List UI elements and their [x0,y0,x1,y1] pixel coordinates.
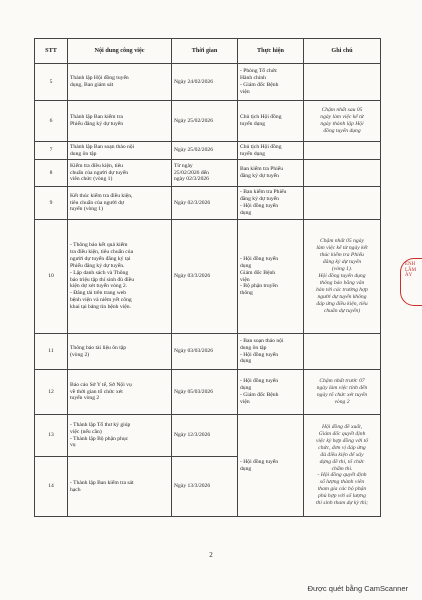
cell-line: - Thông báo kết quả kiểm [70,241,128,248]
row-content [68,187,172,220]
header-content: Nội dung công việc [68,39,172,64]
cell-line: Thành lập Ban kiểm tra [70,114,123,121]
cell-line: Kết thúc kiểm tra điều kiện, [70,192,133,199]
table-header-row [35,39,381,64]
cell-line: Chậm nhất sau 05 [321,107,363,114]
header-executor: Thực hiện [238,39,304,64]
cell-line: đồng tuyển dụng [323,127,361,134]
cell-line: bản tới các trường hợp [316,286,368,293]
cell-line: - Thành lập Ban kiểm tra sát [70,479,134,486]
cell-line: Giám đốc quyết định [318,430,366,437]
row-stt: 11 [35,334,68,370]
row-stt: 13 [35,415,68,457]
cell-line: việc kỳ hợp đồng với tổ [315,437,369,444]
cell-line: dụng [240,358,252,365]
cell-line: dụng, Ban giám sát [70,82,114,88]
row-stt: 7 [35,142,68,160]
row-note [304,142,381,160]
cell-line: viên chức (vòng 1) [70,176,113,183]
cell-line: thông [240,290,253,297]
row-content [68,101,172,142]
header-note: Ghi chú [304,39,381,64]
cell-line: ngày 02/3/2026 [174,176,209,183]
cell-line: Thành lập Hội đồng tuyển [70,75,129,82]
cell-line: Ngày 24/02/2026 [174,78,213,85]
row-stt: 5 [35,64,68,101]
cell-line: - Hội đồng tuyển [240,255,279,262]
row-note [304,220,381,334]
cell-line: - Thành lập Bộ phận phục [70,435,129,442]
cell-line: tham gia các bộ phận [317,486,367,493]
cell-line: số lượng thành viên [319,479,365,486]
table-row [35,415,381,457]
cell-line: Thành lập Ban soạn thảo nội [70,143,135,150]
row-stt: 12 [35,370,68,415]
cell-line: chuẩn dự tuyển) [323,307,361,314]
page-number: 2 [209,551,213,559]
table-row [35,64,381,101]
cell-line: Ngày 02/3/2026 [174,199,211,206]
cell-line: khai tại bảng tin bệnh viện. [70,304,131,311]
row-executor-merged [238,415,304,517]
cell-line: Hội đồng đề xuất, [321,423,363,430]
cell-line: - Hội đồng tuyển [240,458,279,465]
row-note [304,334,381,370]
row-content [68,142,172,160]
cell-line: ngày thành lập Hội [320,121,364,127]
row-content [68,415,172,457]
cell-line: Thông báo tài liệu ôn tập [70,344,127,351]
header-stt: STT [35,39,68,64]
row-time [172,415,238,457]
cell-line: dung ôn tập [240,344,267,351]
header-time: Thời gian [172,39,238,64]
table-row [35,334,381,370]
cell-line: - Giám đốc Bệnh [240,82,279,88]
cell-line: vòng 2 [334,398,350,405]
cell-line: - Hội đồng tuyển [240,203,279,209]
cell-line: - Bộ phận truyền [240,283,278,290]
row-time [172,220,238,334]
cell-line: - Lập danh sách và Thông [70,269,129,276]
row-executor [238,160,304,187]
schedule-table [34,38,381,517]
table-row [35,220,381,334]
cell-line: bệnh viện và niêm yết công [70,297,132,304]
cell-line: đăng ký dự tuyển [240,196,279,203]
cell-line: - Đăng tải trên trang web [70,290,127,297]
cell-line: viện [240,276,250,283]
cell-line: Ngày 25/02/2026 [174,117,213,124]
cell-line: tuyển (vòng 1) [70,206,103,213]
cell-line: về thời gian tổ chức xét [70,388,123,395]
cell-line: Phiếu đăng ký dự tuyển [70,121,124,127]
row-executor [238,220,304,334]
row-executor [238,334,304,370]
cell-line: thúc kiểm tra Phiếu [320,252,364,259]
cell-line: tra điều kiện, tiêu chuẩn của [70,248,134,255]
cell-line: Chủ tịch Hội đồng [240,114,282,121]
row-time [172,370,238,415]
cell-line: dụng [240,209,252,216]
row-executor [238,142,304,160]
row-executor [238,187,304,220]
row-stt: 6 [35,101,68,142]
cell-line: chấm thi. [331,465,353,472]
cell-line: dựng đề thi, tổ chức [319,458,365,465]
cell-line: viện [240,88,250,95]
cell-line: báo triệu tập thí sinh đủ điều [70,276,135,283]
cell-line: - Ban soạn thảo nội [240,337,284,344]
row-content [68,334,172,370]
cell-line: thí sinh tham dự kỳ thi; [316,500,368,507]
cell-line: dụng [240,262,252,269]
table-row [35,370,381,415]
row-time [172,334,238,370]
row-time [172,187,238,220]
cell-line: Báo cáo Sở Y tế, Sở Nội vụ [70,381,132,388]
cell-line: - Giám đốc Bệnh [240,392,279,398]
cell-line: làm việc kể từ ngày kết [316,245,368,252]
cell-line: Chậm nhất 05 ngày [320,238,364,245]
row-content [68,457,172,517]
row-content [68,370,172,415]
table-row [35,187,381,220]
cell-line: Ngày 03/03/2026 [174,348,213,354]
cell-line: ngày làm việc kể từ [320,114,364,121]
cell-line: ngày làm việc tính đến [316,385,368,392]
cell-line: - Ban kiểm tra Phiếu [240,189,287,196]
cell-line: Ngày 12/3/2026 [174,432,211,438]
row-time [172,457,238,517]
cell-line: chuẩn của người dự tuyển [70,169,129,176]
row-time [172,160,238,187]
cell-line: dụng [240,385,252,392]
row-time [172,64,238,101]
row-stt: 9 [35,187,68,220]
row-note [304,370,381,415]
cell-line: Hành chính [240,75,266,82]
cell-line: đủ điều kiện để xây [320,451,364,458]
row-content [68,160,172,187]
cell-line: hạch [70,486,81,493]
row-time [172,101,238,142]
cell-line: tuyển vòng 2 [70,395,100,402]
cell-line: Từ ngày [174,162,193,169]
row-note [304,64,381,101]
cell-line: Ngày 25/02/2026 [174,147,213,153]
red-stamp: ENH LẦM ÀY [400,258,422,306]
cell-line: Hội đồng tuyển dụng [318,273,366,279]
cell-line: chức, đơn vị đáp ứng [318,444,366,451]
cell-line: Chủ tịch Hội đồng [240,143,282,150]
scanner-watermark: Được quét bằng CamScanner [307,584,408,593]
cell-line: tuyển dụng [240,121,266,127]
cell-line: Ngày 13/3/2026 [174,483,211,489]
cell-line: Ngày 03/3/2026 [174,273,211,279]
row-note-merged [304,415,381,517]
cell-line: việc (nếu cần) [70,428,102,435]
cell-line: - Phòng Tổ chức [240,68,278,75]
cell-line: ngày tổ chức xét tuyển [316,392,368,398]
cell-line: người dự tuyển không [317,293,367,300]
cell-line: Kiểm tra điều kiện, tiêu [70,162,123,169]
cell-line: Ban kiểm tra Phiếu [240,166,284,173]
cell-line: dung ôn tập [70,150,97,157]
cell-line: tuyển dụng [240,150,266,157]
table-row [35,160,381,187]
row-stt: 14 [35,457,68,517]
row-executor [238,64,304,101]
cell-line: dụng [240,465,252,472]
cell-line: Phiếu đăng ký dự tuyển. [70,262,125,269]
row-content [68,64,172,101]
row-content [68,220,172,334]
cell-line: (vòng 2) [70,351,90,358]
cell-line: viện [240,398,250,405]
cell-line: phù hợp với số lượng [318,493,366,500]
cell-line: đăng ký dự tuyển [240,173,279,179]
cell-line: đáp ứng điều kiện, tiêu [316,300,368,307]
cell-line: 25/02/2026 đến [174,169,209,176]
cell-line: - Hội đồng tuyển [240,351,279,358]
cell-line: - Hội đồng quyết định [317,472,367,479]
table-row [35,142,381,160]
cell-line: Ngày 05/03/2026 [174,388,213,395]
cell-line: - Hội đồng tuyển [240,378,279,385]
row-note [304,160,381,187]
cell-line: Chậm nhất trước 07 [319,378,365,385]
cell-line: kiện dự xét tuyển vòng 2. [70,283,128,290]
cell-line: Giám đốc Bệnh [240,269,276,276]
cell-line: tiêu chuẩn của người dự [70,199,125,206]
cell-line: thông báo bằng văn [319,279,365,286]
cell-line: người dự tuyển đăng ký tại [70,255,131,262]
row-note [304,187,381,220]
row-executor [238,101,304,142]
table-row [35,101,381,142]
cell-line: (vòng 1). [331,266,353,273]
row-note [304,101,381,142]
row-stt: 10 [35,220,68,334]
cell-line: - Thành lập Tổ thư ký giúp [70,421,131,428]
row-stt: 8 [35,160,68,187]
row-executor [238,370,304,415]
row-time [172,142,238,160]
cell-line: vụ [70,442,76,449]
cell-line: đăng ký dự tuyển [322,259,362,266]
